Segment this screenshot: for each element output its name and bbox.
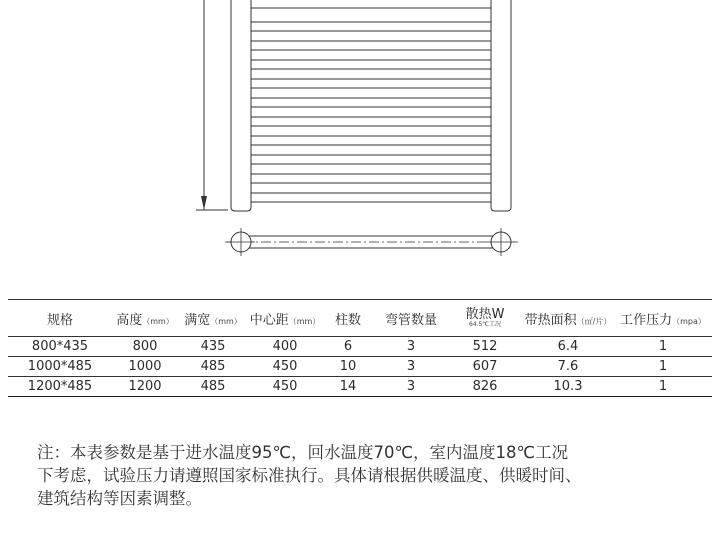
table-cell: 485: [178, 357, 248, 377]
header-pressure: 工作压力（mpa）: [614, 300, 712, 337]
radiator-tube: [251, 79, 491, 88]
table-cell: 7.6: [522, 357, 614, 377]
table-cell: 800*435: [8, 337, 112, 357]
radiator-tube: [251, 41, 491, 50]
table-cell: 450: [248, 377, 322, 397]
header-width: 满宽（mm）: [178, 300, 248, 337]
table-cell: 450: [248, 357, 322, 377]
table-cell: 10: [322, 357, 374, 377]
table-cell: 6.4: [522, 337, 614, 357]
radiator-tube: [251, 155, 491, 164]
table-cell: 485: [178, 377, 248, 397]
table-cell: 512: [448, 337, 522, 357]
radiator-tube: [251, 193, 491, 202]
table-cell: 826: [448, 377, 522, 397]
header-heat-area: 带热面积（㎡/片）: [522, 300, 614, 337]
table-row: [8, 337, 712, 357]
note-line: 建筑结构等因素调整。: [37, 489, 202, 508]
header-columns: 柱数: [322, 300, 374, 337]
table-cell: 1200*485: [8, 377, 112, 397]
table-header-row: [8, 300, 712, 337]
table-cell: 1000: [112, 357, 178, 377]
table-cell: 607: [448, 357, 522, 377]
dimension-arrow: [201, 196, 207, 210]
table-cell: 6: [322, 337, 374, 357]
note-line: 注：本表参数是基于进水温度95℃，回水温度70℃，室内温度18℃工况: [37, 443, 569, 462]
radiator-tube: [251, 60, 491, 69]
table-cell: 400: [248, 337, 322, 357]
radiator-tube: [251, 136, 491, 145]
spec-table: [8, 299, 712, 397]
radiator-tube: [251, 117, 491, 126]
radiator-tubes: [251, 0, 491, 202]
radiator-left-column: [231, 0, 251, 211]
header-spec: 规格: [8, 300, 112, 337]
table-row: [8, 357, 712, 377]
header-bend-count: 弯管数量: [374, 300, 448, 337]
radiator-right-column: [491, 0, 511, 211]
table-cell: 1: [614, 357, 712, 377]
note-line: 下考虑，试验压力请遵照国家标准执行。具体请根据供暖温度、供暖时间、: [37, 466, 582, 485]
header-center-distance: 中心距（mm）: [248, 300, 322, 337]
table-cell: 1: [614, 377, 712, 397]
header-height: 高度（mm）: [112, 300, 178, 337]
header-heat-output: 散热W 64.5℃工况: [448, 300, 522, 337]
table-cell: 800: [112, 337, 178, 357]
table-cell: 3: [374, 357, 448, 377]
radiator-tube: [251, 174, 491, 183]
table-cell: 10.3: [522, 377, 614, 397]
radiator-tube: [251, 22, 491, 31]
radiator-tube: [251, 98, 491, 107]
table-cell: 3: [374, 337, 448, 357]
radiator-tube: [251, 0, 491, 8]
table-cell: 1200: [112, 377, 178, 397]
table-cell: 1000*485: [8, 357, 112, 377]
table-cell: 3: [374, 377, 448, 397]
table-cell: 14: [322, 377, 374, 397]
table-cell: 1: [614, 337, 712, 357]
note-text: [37, 441, 707, 510]
table-cell: 435: [178, 337, 248, 357]
table-row: [8, 377, 712, 397]
